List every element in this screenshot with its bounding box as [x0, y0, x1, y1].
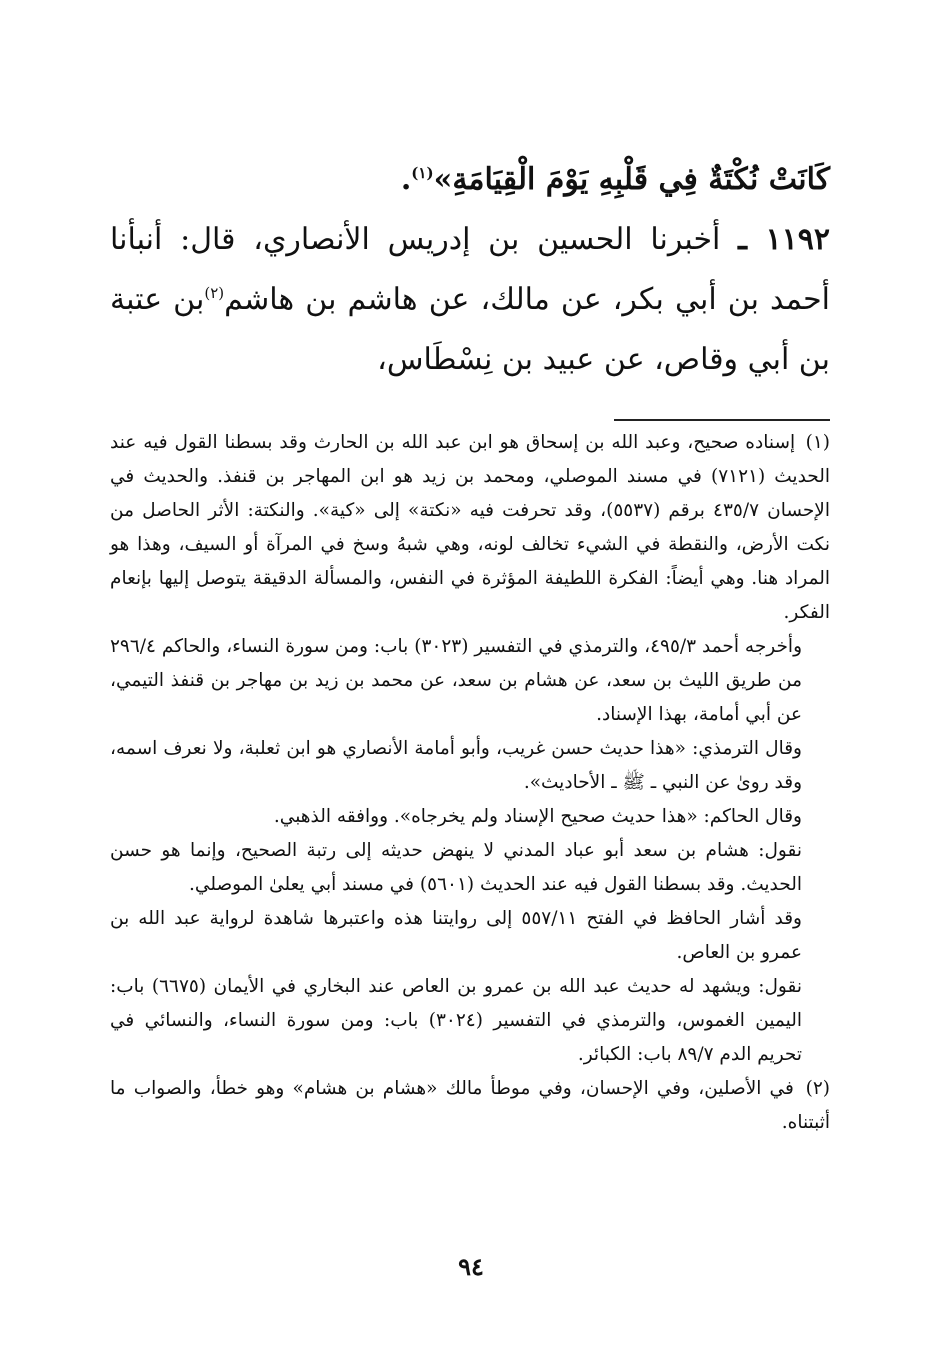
hadith-number: ١١٩٢ ـ: [738, 222, 830, 257]
footnote-number: (٢): [805, 1078, 830, 1099]
footnote-ref-1: (١): [411, 164, 434, 182]
hadith-continuation: [110, 150, 830, 210]
continuation-text: كَانَتْ نُكْتَةٌ فِي قَلْبِهِ يَوْمَ الْقِيَامَةِ»: [433, 162, 830, 197]
hadith-text-part-1: أخبرنا الحسين بن إدريس الأنصاري، قال: أنبأنا أحمد بن أبي بكر، عن مالك، عن هاشم بن هاشم: [110, 222, 830, 317]
footnote-paragraph: وأخرجه أحمد ٤٩٥/٣، والترمذي في التفسير (٣٠٢٣) باب: ومن سورة النساء، والحاكم ٢٩٦/٤ من طريق الليث بن سعد، عن هشام بن سعد، عن محمد بن زيد بن مهاجر بن قنفذ التيمي، عن أبي أمامة، بهذا الإسناد.: [110, 636, 802, 725]
hadith-text-part-2: بن عتبة بن أبي وقاص، عن عبيد بن نِسْطَاس،: [110, 282, 830, 377]
footnote-paragraph: نقول: ويشهد له حديث عبد الله بن عمرو بن العاص عند البخاري في الأيمان (٦٦٧٥) باب: اليمين الغموس، والترمذي في التفسير (٣٠٢٤) باب: ومن سورة النساء، والنسائي في تحريم الدم ٨٩/٧ باب: الكبائر.: [110, 976, 802, 1065]
footnote-1: [110, 426, 830, 1072]
footnote-2: [110, 1072, 830, 1140]
footnote-paragraph: نقول: هشام بن سعد أبو عباد المدني لا ينهض حديثه إلى رتبة الصحيح، وإنما هو حسن الحديث. وقد بسطنا القول فيه عند الحديث (٥٦٠١) في مسند أبي يعلىٰ الموصلي.: [110, 840, 802, 895]
footnote-paragraph: وقد أشار الحافظ في الفتح ٥٥٧/١١ إلى روايتنا هذه واعتبرها شاهدة لرواية عبد الله بن عمرو بن العاص.: [110, 908, 802, 963]
footnotes: [110, 426, 830, 1140]
footnote-paragraph: (١) إسناده صحيح، وعبد الله بن إسحاق هو ابن عبد الله بن الحارث وقد بسطنا القول فيه عند الحديث (٧١٢١) في مسند الموصلي، ومحمد بن زيد هو ابن المهاجر بن قنفذ. والحديث في الإحسان ٤٣٥/٧ برقم (٥٥٣٧)، وقد تحرفت فيه «نكتة» إلى «كية». والنكتة: الأثر الحاصل من نكت الأرض، والنقطة في الشيء تخالف لونه، وهي شبهُ وسخ في المرآة أو السيف، وهذا هو المراد هنا. وهي أيضاً: الفكرة اللطيفة المؤثرة في النفس، والمسألة الدقيقة يتوصل إليها بإنعام الفكر.: [110, 426, 830, 630]
page-number: ٩٤: [458, 1252, 484, 1281]
footnote-paragraph: وقال الترمذي: «هذا حديث حسن غريب، وأبو أمامة الأنصاري هو ابن ثعلبة، ولا نعرف اسمه، وقد روىٰ عن النبي ـ ﷺ ـ الأحاديث».: [110, 738, 802, 793]
footnote-paragraph: وقال الحاكم: «هذا حديث صحيح الإسناد ولم يخرجاه». ووافقه الذهبي.: [273, 806, 802, 827]
main-text: [110, 150, 830, 390]
footnote-ref-2: (٢): [204, 284, 225, 302]
footnote-number: (١): [805, 432, 830, 453]
footnote-divider: [614, 419, 830, 421]
footnote-paragraph: (٢) في الأصلين، وفي الإحسان، وفي موطأ مالك «هشام بن هشام» وهو خطأ، والصواب ما أثبتناه.: [110, 1072, 830, 1140]
continuation-end: .: [400, 162, 412, 197]
hadith-1192: [110, 210, 830, 390]
